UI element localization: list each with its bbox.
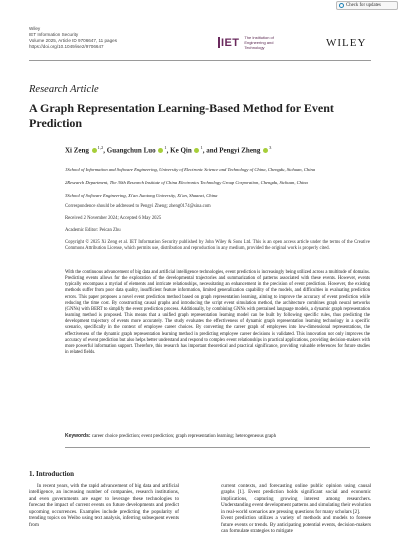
check-for-updates-badge[interactable]	[336, 1, 398, 10]
iet-mark	[218, 37, 239, 49]
keywords-label: Keywords:	[65, 433, 91, 439]
journal-series: IET Information Security	[29, 32, 79, 38]
author-affil-sup: 1	[164, 145, 167, 150]
author-name: Ke Qin	[170, 146, 192, 155]
academic-editor: Academic Editor: Peican Zhu	[65, 228, 121, 233]
check-for-updates-label: Check for updates	[346, 3, 381, 8]
author-name: Xi Zeng	[65, 146, 89, 155]
affiliation-3: 3School of Software Engineering, Xi'an Jiaotong University, Xi'an, Shaanxi, China	[65, 193, 218, 198]
author-affil-sup: 3	[269, 145, 272, 150]
publisher-name: Wiley	[29, 26, 41, 31]
author-affil-sup: 1,2	[97, 145, 104, 150]
volume-line: Volume 2025, Article ID 9706647, 11 pages	[29, 38, 118, 44]
author-name: Pengyi Zheng	[219, 146, 261, 155]
orcid-icon[interactable]	[92, 148, 97, 153]
author-name: Guangchun Luo	[106, 146, 156, 155]
received-accepted-dates: Received 2 November 2024; Accepted 6 May 2025	[65, 216, 162, 221]
copyright-notice: Copyright © 2025 Xi Zeng et al. IET Information Security published by John Wiley & Sons Ltd. This is an open access article under the terms of the Creative Commons Attribution License, which permits use, distribution and reproduction in any medium, provided the original work is properly cited.	[65, 240, 370, 252]
article-type: Research Article	[29, 84, 99, 95]
affiliation-1: 1School of Information and Software Engineering, University of Electronic Science and Technology of China, Chengdu, Sichuan, China	[65, 167, 316, 172]
author-list: Xi Zeng $^{1,2}$, Guangchun Luo $^1$, Ke Qin $^1$, and Pengyi Zheng $^3$	[65, 145, 272, 155]
journal-info	[29, 26, 117, 50]
iet-wordmark: IET	[221, 37, 240, 50]
orcid-icon[interactable]	[158, 148, 163, 153]
orcid-icon[interactable]	[263, 148, 268, 153]
abstract: With the continuous advancement of big data and artificial intelligence technologies, event prediction is increasingly being utilized across a multitude of domains. Predicting events allows for the exploration of the developmental trajectories and summarization of patterns associated with these events. However, events typically encompass a myriad of elements and intricate relationships, necessitating an enhancement in the precision of event prediction. However, the existing methods suffer from poor data quality, insufficient feature information, limited generalization capability of the models, and difficulties in evaluating prediction errors. This paper proposes a novel event prediction method based on graph representation learning, aiming to improve the accuracy of event prediction while reducing the time cost. By constructing causal graphs and introducing the script event simulation method, the architecture combines graph neural networks (GNNs) with BERT to simplify the event prediction process. Additionally, by combining GNNs with pretrained language models, a dynamic graph representation learning method is proposed. This means that a unified graph representation learning model can be built by following specific rules, thus predicting the development trajectory of events more accurately. The study evaluates the effectiveness of dynamic graph representation learning technology in a specific scenario, specifically in the context of employee career choices. By converting the career graph of employees into low-dimensional representations, the effectiveness of the dynamic graph representation learning method in predicting employee career decisions is validated. This innovation not only improves the accuracy of event prediction but also helps better understand and respond to complex event relationships in practical applications, providing decision-makers with more powerful information support. Therefore, this research has important theoretical and practical significance, providing valuable references for future studies in related fields.	[65, 270, 370, 356]
iet-tagline: The Institution of Engineering and Technology	[244, 35, 274, 50]
correspondence: Correspondence should be addressed to Pengyi Zheng; zheng0174@sina.com	[65, 204, 211, 209]
orcid-icon[interactable]	[194, 148, 199, 153]
keywords-line	[65, 433, 370, 439]
article-title: A Graph Representation Learning-Based Method for Event Prediction	[29, 101, 334, 130]
affiliation-2: 2Research Department, The 30th Research Institute of China Electronics Technology Group Corporation, Chengdu, Sichuan, China	[65, 180, 308, 185]
update-icon	[339, 3, 344, 8]
wiley-logo: WILEY	[326, 37, 367, 49]
doi-link[interactable]: https://doi.org/10.1049/ise2/9706647	[29, 44, 104, 50]
body-column-left: In recent years, with the rapid advancement of big data and artificial intelligence, an increasing number of companies, research institutions, and even governments are eager to leverage these technologies to forecast the impact of current events on future developments and predict upcoming occurrences. Examples include predicting the popularity of trending topics on Weibo using text analysis, inferring subsequent events from	[29, 483, 179, 528]
body-column-right: current contexts, and forecasting online public opinion using causal graphs [1]. Event prediction holds significant social and economic implications, capturing growing interest among researchers. Understanding event development patterns and simulating their evolution in real-world scenarios are pressing questions for many scholars [2]. Event prediction utilizes a variety of methods and models to foresee future events or trends. By anticipating potential events, decision-makers can formulate strategies to mitigate	[221, 483, 371, 535]
header-divider	[29, 60, 371, 61]
iet-logo	[218, 36, 284, 50]
section-heading: 1. Introduction	[29, 470, 74, 478]
author-affil-sup: 1	[200, 145, 203, 150]
keywords-divider	[65, 447, 370, 448]
keywords-text: career choice prediction; event prediction; graph representation learning; heterogeneous graph	[91, 434, 277, 439]
